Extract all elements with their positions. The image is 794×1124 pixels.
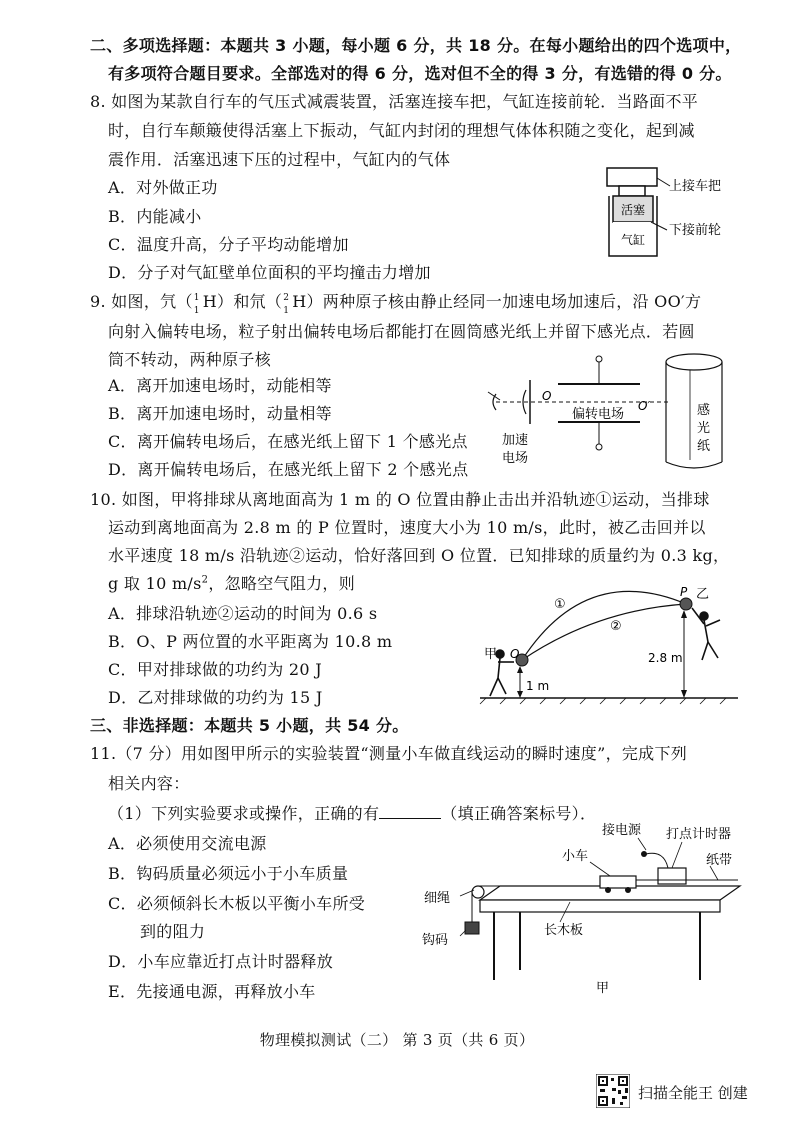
q9-stem-line1: 9. 如图，氕（ 1 1 H）和氘（ 2 1 H）两种原子核由静止经同一加速电场加速后，沿 OO′方 [90,292,701,312]
paper-label-1: 感 [697,403,711,418]
p-point-label: P [680,585,688,599]
h1-mass-number: 1 [193,293,200,303]
q8-option-a: A．对外做正功 [108,178,218,197]
h1-atomic-number: 1 [193,306,200,316]
paper-label-3: 纸 [697,439,711,454]
cylinder-label: 气缸 [621,233,646,247]
track2-label: ② [610,619,622,634]
q8-shock-absorber-figure [595,160,745,270]
q9-option-b: B．离开加速电场时，动量相等 [108,404,332,423]
q9-option-c: C．离开偏转电场后，在感光纸上留下 1 个感光点 [108,432,468,451]
accel-label-2: 电场 [502,451,529,466]
o-label: O [542,389,552,403]
q10-option-c: C．甲对排球做的功约为 20 J [108,660,322,679]
q10-option-a: A．排球沿轨迹②运动的时间为 0.6 s [108,604,378,623]
paper-label-2: 光 [697,421,711,436]
q11-stem-line2: 相关内容： [108,774,190,793]
q8-option-d: D．分子对气缸壁单位面积的平均撞击力增加 [108,263,431,282]
q8-stem-line2: 时，自行车颠簸使得活塞上下振动，气缸内封闭的理想气体体积随之变化，起到减 [108,121,695,140]
q10-stem-line1: 10. 如图，甲将排球从离地面高为 1 m 的 O 位置由静止击出并沿轨迹①运动，当排球 [90,490,710,509]
q11-stem-line1: 11.（7 分）用如图甲所示的实验装置“测量小车做直线运动的瞬时速度”，完成下列 [90,744,688,763]
h2-mass-number: 2 [283,293,290,303]
deflect-label: 偏转电场 [572,407,625,422]
string-label: 细绳 [424,891,451,906]
q9-stem-line2: 向射入偏转电场，粒子射出偏转电场后都能打在圆筒感光纸上并留下感光点．若圆 [108,322,695,341]
answer-blank[interactable] [379,804,441,819]
section3-title: 三、非选择题：本题共 5 小题，共 54 分。 [90,716,409,735]
wheel-label: 下接前轮 [669,223,722,238]
height-p-label: 2.8 m [648,651,683,665]
power-label: 接电源 [602,823,642,838]
q8-stem-line3: 震作用．活塞迅速下压的过程中，气缸内的气体 [108,150,451,169]
q11-option-b: B．钩码质量必须远小于小车质量 [108,864,349,883]
q10-volleyball-figure [476,582,746,706]
q11-option-c: C．必须倾斜长木板以平衡小车所受 [108,894,366,913]
track1-label: ① [554,597,566,612]
qr-code-icon [596,1074,630,1108]
q10-stem-line4: g 取 10 $m/s^2$，忽略空气阻力，则 [108,574,356,593]
q10-option-b: B．O、P 两位置的水平距离为 10.8 m [108,632,393,651]
weight-label: 钩码 [422,933,449,948]
accel-label-1: 加速 [502,433,529,448]
jia-label: 甲 [484,647,498,662]
handlebar-label: 上接车把 [669,179,722,194]
tape-label: 纸带 [706,853,733,868]
q11-sub1: （1）下列实验要求或操作，正确的有 （填正确答案标号）． [108,804,597,823]
q11-option-d: D．小车应靠近打点计时器释放 [108,952,334,971]
q11-apparatus-figure [420,820,750,1000]
q10-stem-line2: 运动到离地面高为 2.8 m 的 P 位置时，速度大小为 10 m/s，此时，被乙击回并以 [108,518,706,537]
timer-label: 打点计时器 [666,827,732,842]
section2-title-line1: 二、多项选择题：本题共 3 小题，每小题 6 分，共 18 分。在每小题给出的四个选项中， [90,36,742,55]
q9-option-a: A．离开加速电场时，动能相等 [108,376,332,395]
yi-label: 乙 [696,587,710,602]
q9-option-d: D．离开偏转电场后，在感光纸上留下 2 个感光点 [108,460,469,479]
h2-atomic-number: 1 [283,306,290,316]
q8-stem-line1: 8. 如图为某款自行车的气压式减震装置，活塞连接车把，气缸连接前轮．当路面不平 [90,92,699,111]
q11-option-c-cont: 到的阻力 [140,922,206,941]
watermark-text: 扫描全能王 创建 [638,1084,748,1102]
section2-title-line2: 有多项符合题目要求。全部选对的得 6 分，选对但不全的得 3 分，有选错的得 0 分。 [108,64,732,83]
figure-caption: 甲 [596,981,610,996]
q10-stem-line3: 水平速度 18 m/s 沿轨迹②运动，恰好落回到 O 位置．已知排球的质量约为 0.3 kg， [108,546,730,565]
q9-deflection-figure [480,352,730,476]
o-prime-label: O′ [638,399,651,413]
q9-stem-line3: 筒不转动，两种原子核 [108,350,272,369]
o-point-label: O [510,647,520,661]
page-footer: 物理模拟测试（二） 第 3 页（共 6 页） [259,1031,535,1049]
q8-option-c: C．温度升高，分子平均动能增加 [108,235,349,254]
cart-label: 小车 [562,849,589,864]
q8-option-b: B．内能减小 [108,207,202,226]
q11-option-e: E．先接通电源，再释放小车 [108,982,316,1001]
height-o-label: 1 m [526,679,550,693]
q11-option-a: A．必须使用交流电源 [108,834,267,853]
board-label: 长木板 [544,923,584,938]
piston-label: 活塞 [621,203,646,217]
q10-option-d: D．乙对排球做的功约为 15 J [108,688,323,707]
